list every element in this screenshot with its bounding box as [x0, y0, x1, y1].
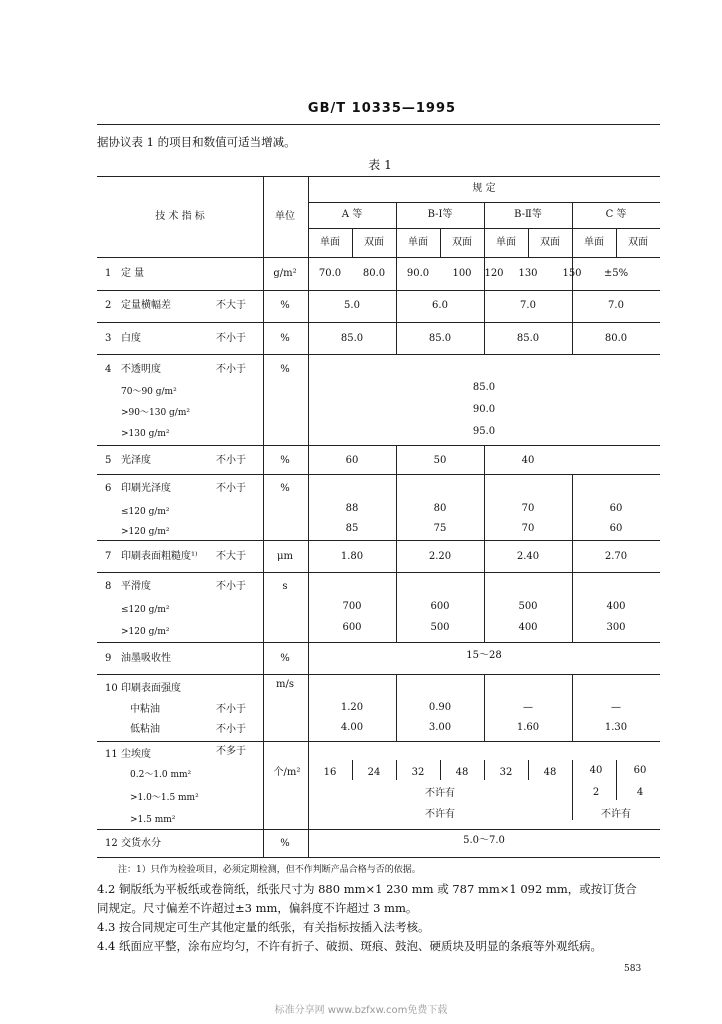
row-unit: m/s: [276, 679, 294, 690]
side-label: 双面: [628, 237, 648, 248]
cell: ±5%: [603, 268, 629, 279]
cell: 4.00: [340, 722, 364, 733]
cell: 130: [518, 268, 538, 279]
row-name: 光泽度: [121, 455, 151, 466]
cell: 2.20: [428, 551, 452, 562]
side-label: 单面: [320, 237, 340, 248]
sub-label: 0.2～1.0 mm²: [130, 770, 192, 780]
row-name: 白度: [121, 333, 141, 344]
header-spec: 规 定: [472, 183, 496, 194]
row-no: 12: [105, 838, 118, 849]
cell: 90.0: [406, 268, 430, 279]
row-no: 7: [105, 551, 112, 562]
row-limit: 不小于: [216, 483, 246, 494]
cell: 7.0: [520, 300, 536, 311]
cell: 48: [455, 767, 469, 778]
row-no: 2: [105, 300, 112, 311]
cell: 85.0: [340, 333, 364, 344]
clause-4-2: 4.2 铜版纸为平板纸或卷筒纸，纸张尺寸为 880 mm×1 230 mm 或 787 mm×1 092 mm，或按订货合: [97, 882, 637, 896]
row-unit: s: [282, 581, 288, 592]
cell: 24: [367, 767, 381, 778]
row-no: 6: [105, 483, 112, 494]
cell: 16: [323, 767, 337, 778]
row-limit: 不小于: [216, 455, 246, 466]
cell: 70: [521, 503, 535, 514]
cell: 32: [499, 767, 513, 778]
cell: 1.20: [340, 702, 364, 713]
header-unit: 单位: [275, 211, 295, 222]
row-no: 1: [105, 268, 112, 279]
cell: 不许有: [425, 788, 455, 799]
cell: 90.0: [472, 404, 496, 415]
cell: 不许有: [601, 809, 631, 820]
cell: 32: [411, 767, 425, 778]
cell: 500: [518, 601, 538, 612]
table-note: 注：1）只作为检验项目，必须定期检测，但不作判断产品合格与否的依据。: [118, 865, 421, 875]
cell: 80.0: [362, 268, 386, 279]
row-limit: 不小于: [216, 581, 246, 592]
row-limit: 不多于: [216, 746, 246, 757]
cell: 不许有: [425, 809, 455, 820]
row-unit: %: [280, 300, 290, 311]
clause-4-4: 4.4 纸面应平整，涂布应均匀，不许有折子、破损、斑痕、鼓泡、硬质块及明显的条痕等外观纸病。: [97, 939, 602, 953]
cell: 48: [543, 767, 557, 778]
side-label: 单面: [408, 237, 428, 248]
sub-label: 中粘油: [130, 704, 160, 715]
row-limit: 不小于: [216, 704, 246, 715]
row-name: 印刷表面粗糙度¹⁾: [121, 551, 198, 562]
row-unit: 个/m²: [273, 767, 301, 778]
cell: 95.0: [472, 426, 496, 437]
row-name: 不透明度: [121, 364, 161, 375]
row-limit: 不大于: [216, 551, 246, 562]
row-name: 平滑度: [121, 581, 151, 592]
cell: 40: [521, 455, 535, 466]
row-unit: %: [280, 483, 290, 494]
cell: 75: [433, 523, 447, 534]
cell: 2.70: [604, 551, 628, 562]
cell: 2: [592, 787, 600, 798]
row-name: 印刷表面强度: [121, 683, 181, 694]
cell: 6.0: [432, 300, 448, 311]
sub-label: >90～130 g/m²: [121, 408, 190, 418]
row-name: 定 量: [121, 268, 145, 279]
cell: —: [611, 702, 621, 713]
side-label: 双面: [452, 237, 472, 248]
row-name: 尘埃度: [121, 749, 151, 760]
sub-label: 低粘油: [130, 724, 160, 735]
cell: 85.0: [472, 382, 496, 393]
row-limit: 不小于: [216, 333, 246, 344]
row-name: 交货水分: [121, 838, 161, 849]
cell: 70: [521, 523, 535, 534]
cell: 2.40: [516, 551, 540, 562]
header-indicator: 技 术 指 标: [155, 211, 205, 222]
side-label: 双面: [364, 237, 384, 248]
sub-label: 70～90 g/m²: [121, 387, 177, 397]
cell: 40: [589, 765, 603, 776]
row-no: 9: [105, 653, 112, 664]
page-number: 583: [624, 964, 642, 974]
cell: 400: [518, 622, 538, 633]
row-limit: 不大于: [216, 300, 246, 311]
cell: 1.60: [516, 722, 540, 733]
cell: 80.0: [604, 333, 628, 344]
cell: 700: [342, 601, 362, 612]
row-unit: %: [280, 455, 290, 466]
cell: 400: [606, 601, 626, 612]
cell: 5.0: [344, 300, 360, 311]
row-name: 油墨吸收性: [121, 653, 171, 664]
cell: 60: [345, 455, 359, 466]
cell: 100: [452, 268, 472, 279]
row-limit: 不小于: [216, 724, 246, 735]
row-unit: %: [280, 653, 290, 664]
row-name: 印刷光泽度: [121, 483, 171, 494]
intro-text: 据协议表 1 的项目和数值可适当增减。: [97, 135, 296, 149]
grade-c: C 等: [605, 209, 627, 220]
row-unit: %: [280, 364, 290, 375]
cell: 4: [636, 787, 644, 798]
row-unit: %: [280, 838, 290, 849]
clause-4-3: 4.3 按合同规定可生产其他定量的纸张，有关指标按插入法考核。: [97, 920, 430, 934]
row-no: 4: [105, 364, 112, 375]
cell: 60: [609, 523, 623, 534]
cell: 60: [609, 503, 623, 514]
sub-label: >120 g/m²: [121, 527, 170, 537]
cell: 120: [484, 268, 504, 279]
cell: 50: [433, 455, 447, 466]
cell: 15～28: [466, 650, 502, 661]
cell: 80: [433, 503, 447, 514]
cell: 7.0: [608, 300, 624, 311]
grade-a: A 等: [341, 209, 363, 220]
sub-label: ≤120 g/m²: [121, 605, 170, 615]
cell: 600: [430, 601, 450, 612]
grade-b1: B-Ⅰ等: [427, 209, 453, 220]
cell: 85.0: [428, 333, 452, 344]
cell: 1.80: [340, 551, 364, 562]
cell: 70.0: [318, 268, 342, 279]
sub-label: >120 g/m²: [121, 627, 170, 637]
cell: 0.90: [428, 702, 452, 713]
side-label: 双面: [540, 237, 560, 248]
row-unit: %: [280, 333, 290, 344]
row-no: 5: [105, 455, 112, 466]
side-label: 单面: [584, 237, 604, 248]
cell: 85: [345, 523, 359, 534]
row-name: 定量横幅差: [121, 300, 171, 311]
row-unit: μm: [277, 551, 293, 562]
side-label: 单面: [496, 237, 516, 248]
cell: 85.0: [516, 333, 540, 344]
table-title: 表 1: [368, 158, 392, 172]
cell: 600: [342, 622, 362, 633]
watermark: 标准分享网 www.bzfxw.com免费下载: [274, 1005, 448, 1016]
cell: —: [523, 702, 533, 713]
row-no: 8: [105, 581, 112, 592]
cell: 500: [430, 622, 450, 633]
header-rule: [97, 124, 660, 125]
sub-label: ≤120 g/m²: [121, 507, 170, 517]
sub-label: >1.0～1.5 mm²: [130, 793, 199, 803]
row-limit: 不小于: [216, 364, 246, 375]
cell: 5.0～7.0: [463, 835, 505, 846]
row-no: 11: [105, 749, 118, 760]
cell: 150: [562, 268, 582, 279]
row-no: 3: [105, 333, 112, 344]
grade-b2: B-Ⅱ等: [514, 209, 542, 220]
sub-label: >130 g/m²: [121, 429, 170, 439]
row-no: 10: [105, 683, 118, 694]
standard-number: GB/T 10335—1995: [307, 101, 457, 116]
cell: 3.00: [428, 722, 452, 733]
cell: 1.30: [604, 722, 628, 733]
cell: 60: [633, 765, 647, 776]
row-unit: g/m²: [273, 268, 297, 279]
cell: 300: [606, 622, 626, 633]
sub-label: >1.5 mm²: [130, 815, 176, 825]
clause-4-2-cont: 同规定。尺寸偏差不许超过±3 mm，偏斜度不许超过 3 mm。: [97, 901, 418, 915]
cell: 88: [345, 503, 359, 514]
